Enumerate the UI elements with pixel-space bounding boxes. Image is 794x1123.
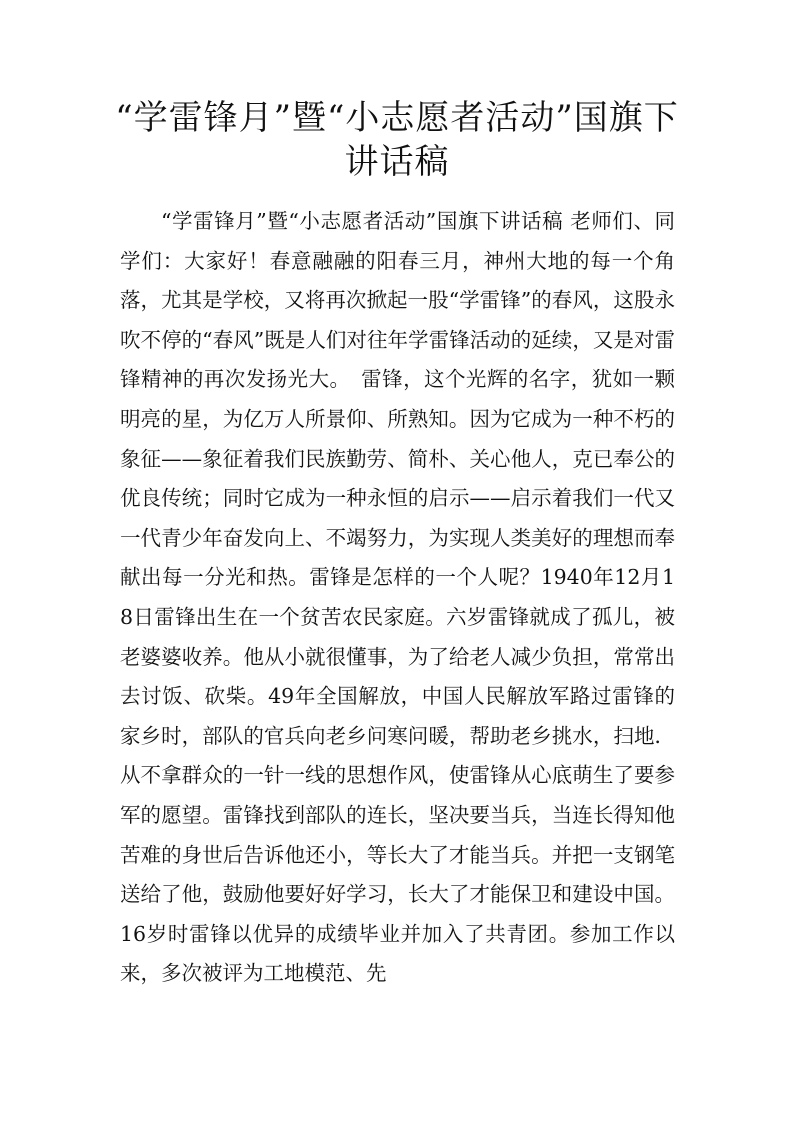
document-title: “学雷锋月”暨“小志愿者活动”国旗下讲话稿 bbox=[115, 98, 679, 182]
document-body: “学雷锋月”暨“小志愿者活动”国旗下讲话稿 老师们、同学们：大家好！春意融融的阳春三月，神州大地的每一个角落，尤其是学校，又将再次掀起一股“学雷锋”的春风，这股永吹不停的“春风”既是人们对往年学雷锋活动的延续，又是对雷锋精神的再次发扬光大。 雷锋，这个光辉的名字，犹如一颗明亮的星，为亿万人所景仰、所熟知。因为它成为一种不朽的象征——象征着我们民族勤劳、简朴、关心他人，克已奉公的优良传统；同时它成为一种永恒的启示——启示着我们一代又一代青少年奋发向上、不竭努力，为实现人类美好的理想而奉献出每一分光和热。雷锋是怎样的一个人呢？1940年12月18日雷锋出生在一个贫苦农民家庭。六岁雷锋就成了孤儿，被老婆婆收养。他从小就很懂事，为了给老人减少负担，常常出去讨饭、砍柴。49年全国解放，中国人民解放军路过雷锋的家乡时，部队的官兵向老乡问寒问暖，帮助老乡挑水，扫地．从不拿群众的一针一线的思想作风，使雷锋从心底萌生了要参军的愿望。雷锋找到部队的连长，坚决要当兵，当连长得知他苦难的身世后告诉他还小，等长大了才能当兵。并把一支钢笔送给了他，鼓励他要好好学习，长大了才能保卫和建设中国。16岁时雷锋以优异的成绩毕业并加入了共青团。参加工作以来，多次被评为工地模范、先 bbox=[120, 209, 675, 986]
